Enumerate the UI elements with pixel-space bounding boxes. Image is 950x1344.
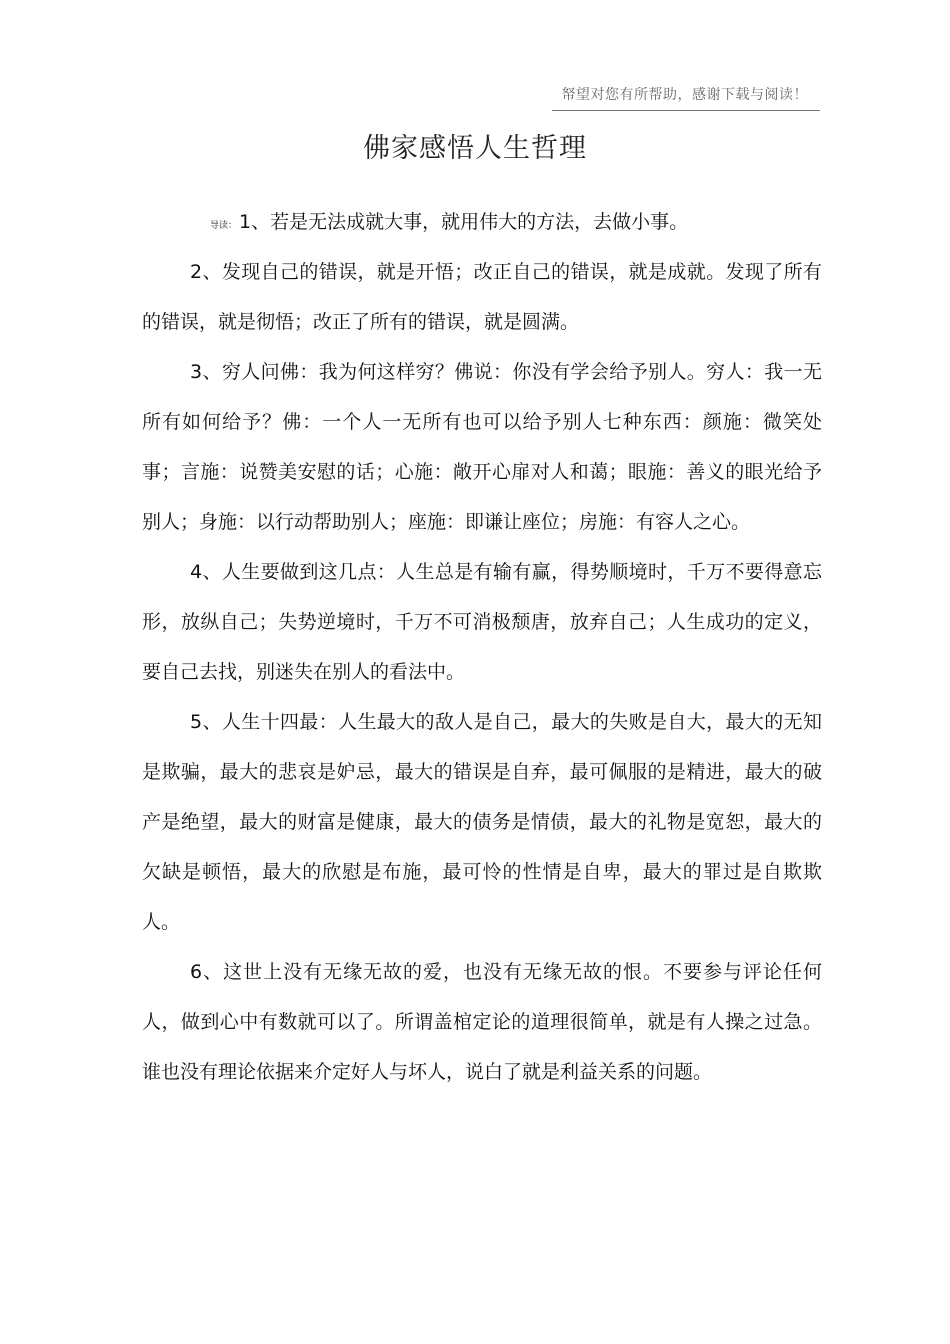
paragraph-1: [142, 197, 822, 247]
paragraph-4: 4、人生要做到这几点：人生总是有输有赢，得势顺境时，千万不要得意忘形，放纵自己；失势逆境时，千万不可消极颓唐，放弃自己；人生成功的定义，要自己去找，别迷失在别人的看法中。: [142, 561, 822, 683]
document-title: 佛家感悟人生哲理: [363, 133, 587, 164]
document-body: [142, 197, 822, 1097]
page-header: [552, 84, 820, 111]
paragraph-1-text: 1、若是无法成就大事，就用伟大的方法，去做小事。: [239, 211, 689, 233]
paragraph-3: 3、穷人问佛：我为何这样穷？佛说：你没有学会给予别人。穷人：我一无所有如何给予？佛：一个人一无所有也可以给予别人七种东西：颜施：微笑处事；言施：说赞美安慰的话；心施：敞开心扉对人和蔼；眼施：善义的眼光给予别人；身施：以行动帮助别人；座施：即谦让座位；房施：有容人之心。: [142, 361, 822, 533]
paragraph-5: 5、人生十四最：人生最大的敌人是自己，最大的失败是自大，最大的无知是欺骗，最大的悲哀是妒忌，最大的错误是自弃，最可佩服的是精进，最大的破产是绝望，最大的财富是健康，最大的债务是情债，最大的礼物是宽恕，最大的欠缺是顿悟，最大的欣慰是布施，最可怜的性情是自卑，最大的罪过是自欺欺人。: [142, 711, 822, 933]
intro-label: 导读：: [210, 221, 238, 231]
paragraph-6: 6、这世上没有无缘无故的爱，也没有无缘无故的恨。不要参与评论任何人，做到心中有数就可以了。所谓盖棺定论的道理很简单，就是有人操之过急。谁也没有理论依据来介定好人与坏人，说白了就是利益关系的问题。: [142, 961, 822, 1083]
header-text: 帑望对您有所帮助，感谢下载与阅读！: [561, 87, 808, 103]
paragraph-2: 2、发现自己的错误，就是开悟；改正自己的错误，就是成就。发现了所有的错误，就是彻悟；改正了所有的错误，就是圆满。: [142, 261, 822, 333]
